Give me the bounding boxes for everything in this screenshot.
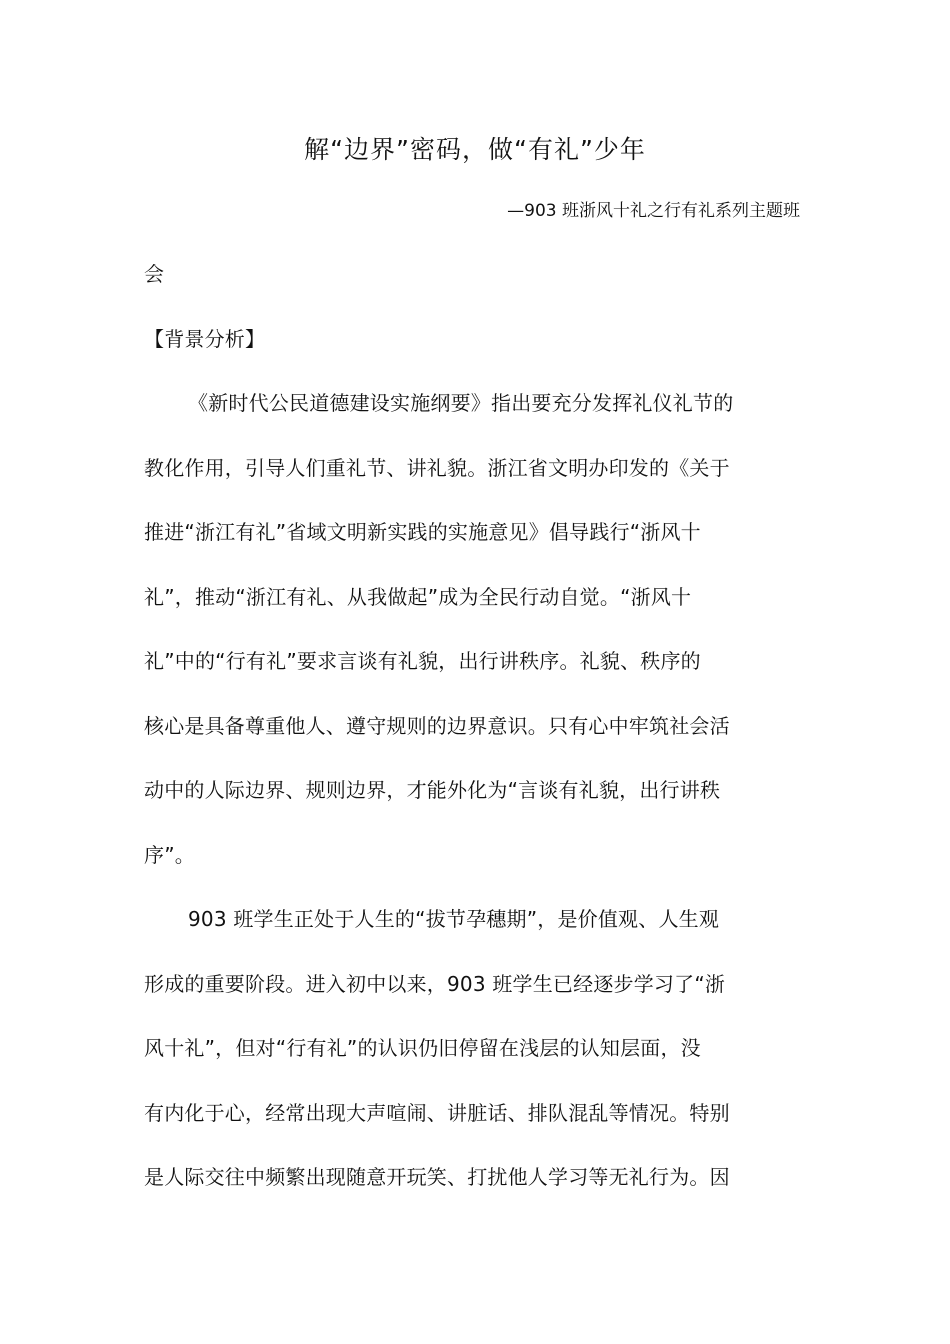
paragraph-line: 形成的重要阶段。进入初中以来，903 班学生已经逐步学习了“浙 bbox=[144, 971, 726, 996]
paragraph-line: 礼”中的“行有礼”要求言谈有礼貌，出行讲秩序。礼貌、秩序的 bbox=[144, 649, 701, 673]
paragraph-line: 动中的人际边界、规则边界，才能外化为“言谈有礼貌，出行讲秩 bbox=[144, 778, 721, 802]
paragraph-line: 教化作用，引导人们重礼节、讲礼貌。浙江省文明办印发的《关于 bbox=[144, 455, 730, 480]
paragraph-line: 有内化于心，经常出现大声喧闹、讲脏话、排队混乱等情况。特别 bbox=[144, 1100, 730, 1125]
document-title: 解“边界”密码，做“有礼”少年 bbox=[304, 135, 646, 164]
paragraph-2 bbox=[144, 903, 796, 1226]
paragraph-line: 《新时代公民道德建设实施纲要》指出要充分发挥礼仪礼节的 bbox=[188, 391, 734, 415]
paragraph-line: 核心是具备尊重他人、遵守规则的边界意识。只有心中牢筑社会活 bbox=[144, 713, 730, 738]
paragraph-1 bbox=[144, 387, 796, 903]
paragraph-line: 是人际交往中频繁出现随意开玩笑、打扰他人学习等无礼行为。因 bbox=[144, 1165, 730, 1189]
paragraph-line: 903 班学生正处于人生的“拔节孕穗期”，是价值观、人生观 bbox=[188, 907, 720, 931]
paragraph-line: 序”。 bbox=[144, 842, 195, 867]
section-heading: 【背景分析】 bbox=[144, 326, 266, 351]
document-subtitle: —903 班浙风十礼之行有礼系列主题班 bbox=[507, 201, 800, 221]
subtitle-continuation: 会 bbox=[144, 262, 165, 286]
paragraph-line: 礼”，推动“浙江有礼、从我做起”成为全民行动自觉。“浙风十 bbox=[144, 584, 692, 609]
paragraph-line: 风十礼”，但对“行有礼”的认识仍旧停留在浅层的认知层面，没 bbox=[144, 1036, 701, 1060]
paragraph-line: 推进“浙江有礼”省域文明新实践的实施意见》倡导践行“浙风十 bbox=[144, 520, 701, 544]
document-body bbox=[144, 258, 796, 1226]
